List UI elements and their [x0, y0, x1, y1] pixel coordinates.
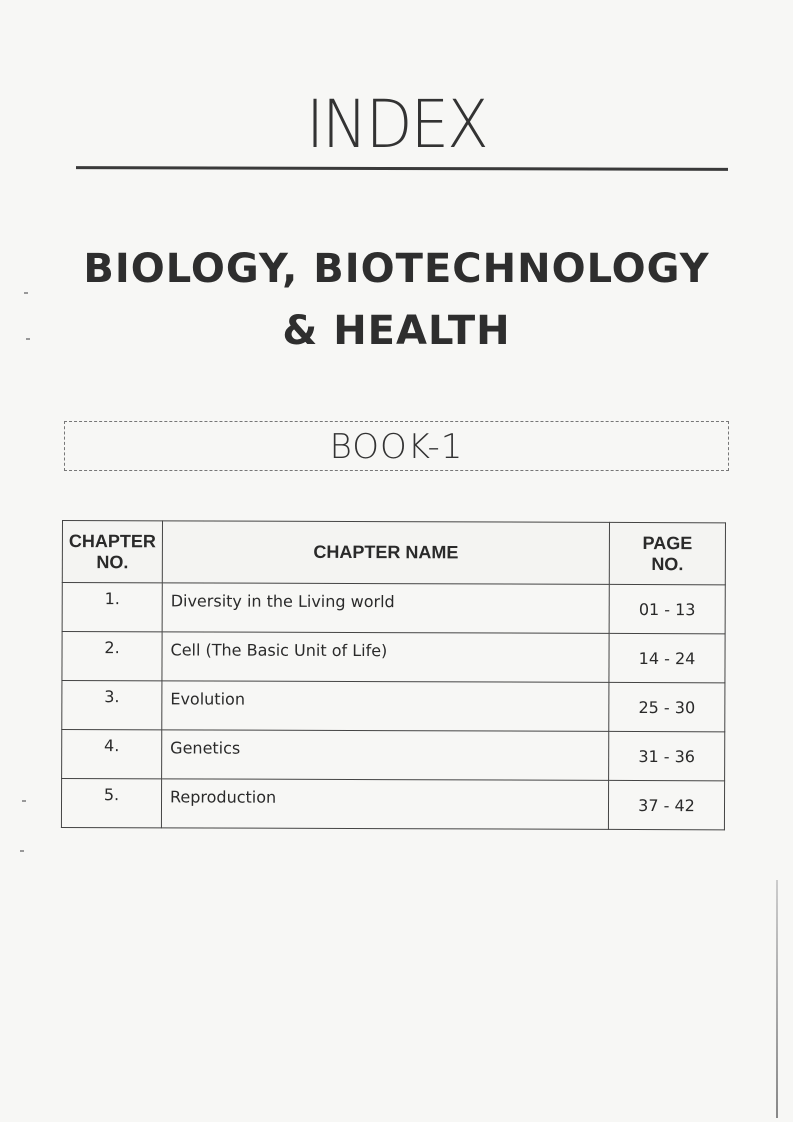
title-underline	[76, 166, 728, 171]
table-row	[61, 779, 724, 830]
chapter-number: 3.	[62, 681, 162, 730]
page-title: INDEX	[306, 86, 487, 163]
table-row	[62, 583, 725, 634]
page-range: 14 - 24	[609, 633, 725, 682]
subject-line-2: & HEALTH	[282, 308, 511, 354]
page-range: 31 - 36	[609, 731, 725, 780]
scan-page-edge	[776, 880, 778, 1118]
chapter-name: Cell (The Basic Unit of Life)	[162, 632, 609, 683]
chapter-index-table	[61, 520, 726, 830]
table-row	[62, 681, 725, 732]
chapter-number: 1.	[62, 583, 162, 632]
page-range: 01 - 13	[609, 584, 725, 633]
scan-speck	[24, 292, 28, 294]
table-header-row	[62, 521, 725, 585]
book-label: BOOK-1	[329, 427, 464, 467]
scan-speck	[26, 338, 30, 340]
chapter-number: 4.	[62, 730, 162, 779]
header-page-no: PAGE NO.	[609, 522, 725, 584]
scan-speck	[20, 850, 24, 852]
header-chapter-name: CHAPTER NAME	[162, 521, 609, 585]
subject-line-1: BIOLOGY, BIOTECHNOLOGY	[83, 246, 710, 292]
header-chapter-no: CHAPTER NO.	[62, 521, 162, 583]
scan-speck	[22, 800, 26, 802]
table-row	[62, 730, 725, 781]
chapter-number: 5.	[61, 779, 161, 828]
chapter-name: Reproduction	[161, 779, 608, 830]
chapter-name: Diversity in the Living world	[162, 583, 609, 634]
page-range: 25 - 30	[609, 682, 725, 731]
subject-heading	[0, 238, 793, 362]
chapter-number: 2.	[62, 632, 162, 681]
chapter-name: Evolution	[162, 681, 609, 732]
table-row	[62, 632, 725, 683]
chapter-name: Genetics	[162, 730, 609, 781]
page-range: 37 - 42	[608, 780, 724, 829]
